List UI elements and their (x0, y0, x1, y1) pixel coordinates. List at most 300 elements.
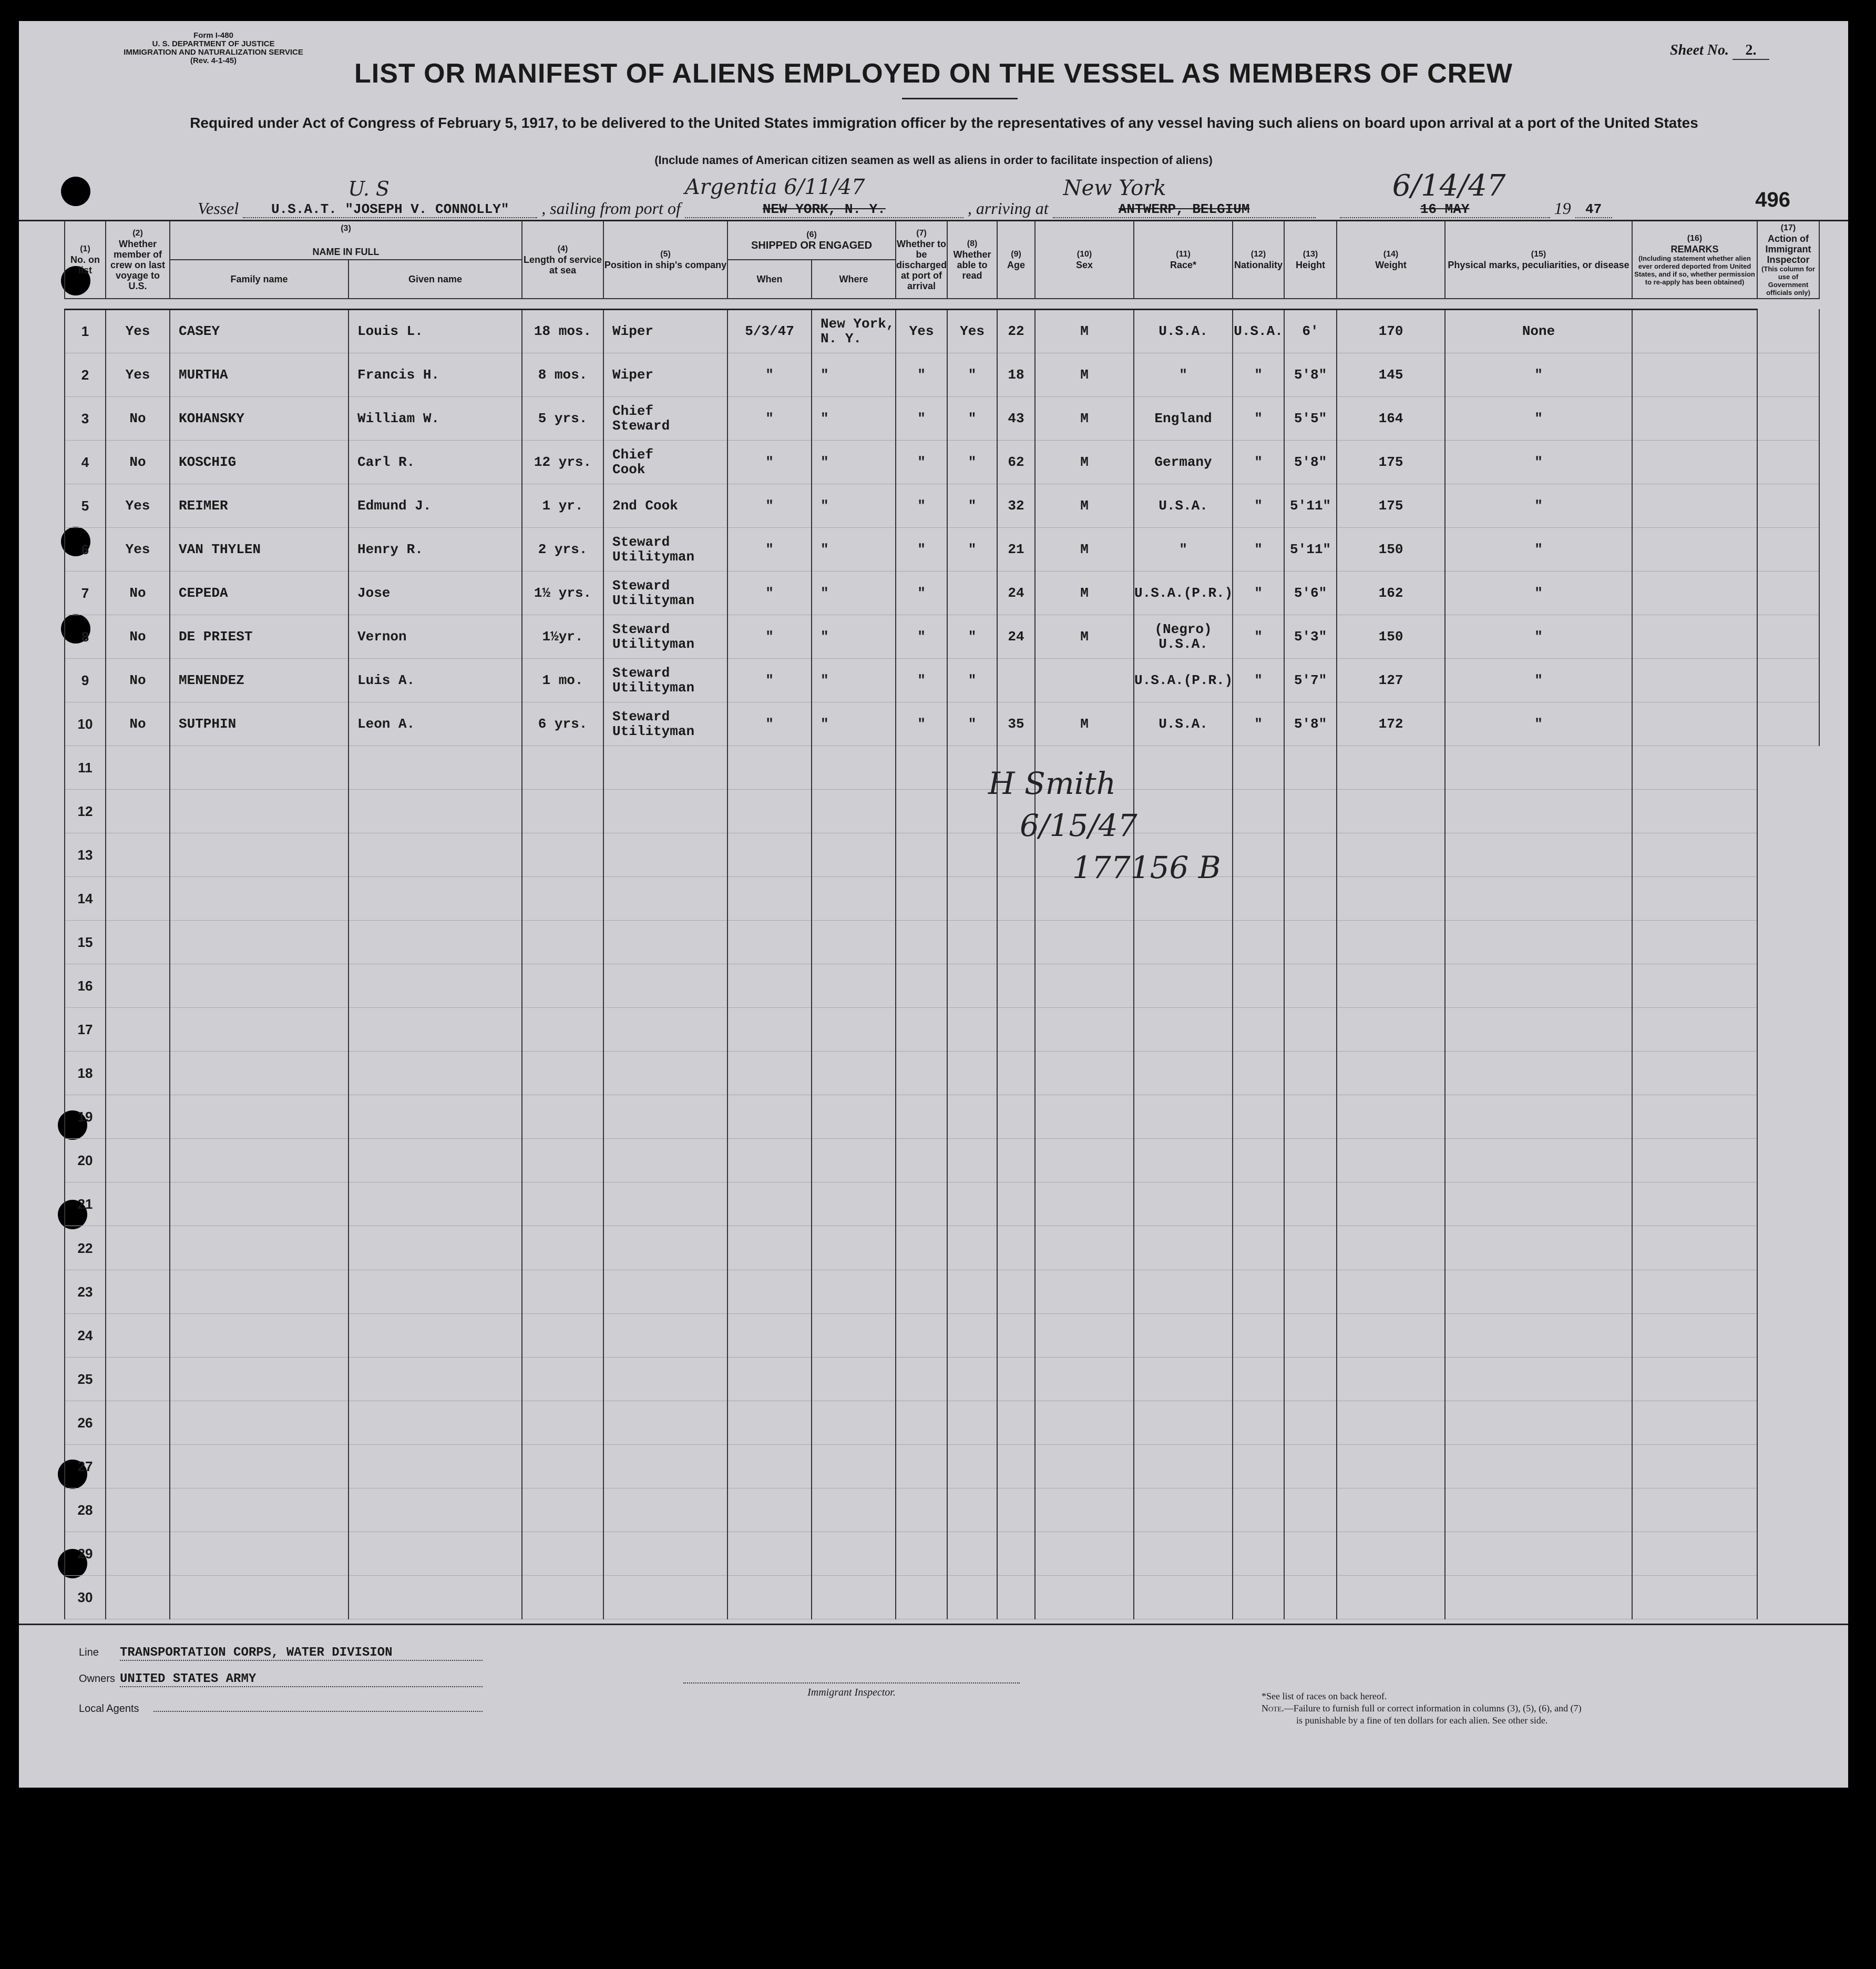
nationality-cell: " (1233, 484, 1284, 527)
empty-cell (1445, 1357, 1632, 1401)
empty-cell (896, 1444, 947, 1488)
family-name-cell: DE PRIEST (170, 615, 348, 658)
empty-row (65, 921, 1819, 964)
empty-cell (1035, 1575, 1134, 1619)
empty-cell (348, 746, 522, 789)
empty-cell (603, 746, 727, 789)
inspector-signature-block (683, 1682, 1020, 1699)
empty-cell (1445, 1008, 1632, 1052)
age-cell: 24 (997, 571, 1035, 615)
empty-cell (896, 921, 947, 964)
sex-cell: M (1035, 527, 1134, 571)
empty-cell (812, 877, 896, 921)
row-number: 7 (65, 571, 106, 615)
empty-cell (522, 833, 603, 877)
empty-cell (1337, 790, 1445, 833)
empty-cell (1035, 1095, 1134, 1139)
physical-marks-cell: " (1445, 615, 1632, 658)
empty-cell (1337, 1052, 1445, 1095)
statute-text: Required under Act of Congress of February 5, 1917, to be delivered to the United States immigration officer by the representatives of any vessel having such aliens on board upon arrival at a port of the United States (190, 115, 1698, 131)
title-underline (902, 98, 1018, 99)
remarks-cell (1632, 615, 1757, 658)
empty-cell (1445, 1532, 1632, 1575)
empty-cell (348, 1270, 522, 1313)
nationality-cell: " (1233, 571, 1284, 615)
empty-cell (1445, 1182, 1632, 1226)
position-cell (603, 353, 727, 396)
empty-cell (997, 1357, 1035, 1401)
col-discharge-header: (7) Whether to be discharged at port of arrival (896, 221, 947, 299)
race-cell (1134, 527, 1233, 571)
col-shipped-header: (6) SHIPPED OR ENGAGED (727, 221, 896, 260)
last-voyage-cell: No (106, 702, 170, 746)
empty-cell (348, 833, 522, 877)
empty-cell (603, 1052, 727, 1095)
row-number: 2 (65, 353, 106, 396)
empty-cell (348, 1139, 522, 1182)
row-number: 29 (65, 1532, 106, 1575)
empty-cell (727, 790, 812, 833)
family-name-cell: REIMER (170, 484, 348, 527)
empty-cell (1632, 1444, 1757, 1488)
empty-cell (727, 1095, 812, 1139)
empty-cell (947, 921, 997, 964)
position-cell-line1: Chief (612, 403, 654, 419)
inspector-action-cell (1757, 527, 1819, 571)
empty-cell (522, 1226, 603, 1270)
empty-cell (1337, 1095, 1445, 1139)
height-cell: 5'3" (1284, 615, 1337, 658)
empty-cell (106, 1532, 170, 1575)
age-cell (997, 658, 1035, 702)
empty-cell (170, 964, 348, 1008)
empty-cell (603, 1357, 727, 1401)
empty-cell (603, 790, 727, 833)
empty-cell (727, 1401, 812, 1444)
empty-cell (727, 877, 812, 921)
empty-cell (603, 1444, 727, 1488)
empty-cell (522, 1182, 603, 1226)
row-number: 22 (65, 1226, 106, 1270)
empty-cell (727, 1532, 812, 1575)
empty-cell (348, 1444, 522, 1488)
empty-cell (348, 1488, 522, 1532)
inspector-action-cell (1757, 702, 1819, 746)
remarks-cell (1632, 658, 1757, 702)
shipped-where-cell-line2: " (821, 716, 829, 732)
races-note: *See list of races on back hereof. (1262, 1691, 1387, 1701)
sex-cell: M (1035, 615, 1134, 658)
shipped-where-cell (812, 396, 896, 440)
family-name-cell: CASEY (170, 309, 348, 353)
discharge-cell: Yes (896, 309, 947, 353)
empty-cell (947, 1052, 997, 1095)
service-length-cell: 1½ yrs. (522, 571, 603, 615)
col-position-header: (5) Position in ship's company (603, 221, 727, 299)
empty-cell (997, 1532, 1035, 1575)
empty-cell (947, 1357, 997, 1401)
empty-cell (812, 746, 896, 789)
binder-hole (61, 177, 90, 206)
empty-cell (1632, 1182, 1757, 1226)
empty-cell (1337, 1270, 1445, 1313)
empty-cell (727, 1270, 812, 1313)
col-race-header: (11) Race* (1134, 221, 1233, 299)
sex-cell: M (1035, 440, 1134, 484)
empty-cell (106, 833, 170, 877)
empty-cell (1284, 1357, 1337, 1401)
last-voyage-cell: Yes (106, 527, 170, 571)
row-number: 27 (65, 1444, 106, 1488)
shipped-where-cell (812, 571, 896, 615)
vessel-name-field (243, 177, 537, 218)
empty-cell (997, 1095, 1035, 1139)
empty-cell (1284, 790, 1337, 833)
empty-cell (1233, 877, 1284, 921)
shipped-where-cell (812, 440, 896, 484)
empty-cell (947, 1401, 997, 1444)
race-cell (1134, 309, 1233, 353)
empty-cell (1134, 1575, 1233, 1619)
discharge-cell: " (896, 440, 947, 484)
crew-row (65, 527, 1819, 571)
empty-row (65, 1008, 1819, 1052)
empty-cell (1632, 1008, 1757, 1052)
empty-cell (1035, 964, 1134, 1008)
empty-cell (896, 833, 947, 877)
inspector-action-cell (1757, 571, 1819, 615)
position-cell-line2: Wiper (612, 323, 654, 340)
row-number: 5 (65, 484, 106, 527)
shipped-where-cell-line2: " (821, 585, 829, 601)
empty-cell (1284, 1008, 1337, 1052)
form-number: Form I-480 (193, 31, 233, 40)
empty-cell (348, 1052, 522, 1095)
empty-cell (603, 1008, 727, 1052)
nationality-cell: " (1233, 396, 1284, 440)
arrival-date-handwritten: 6/14/47 (1392, 169, 1506, 203)
empty-cell (1035, 1444, 1134, 1488)
physical-marks-cell: " (1445, 658, 1632, 702)
physical-marks-cell: None (1445, 309, 1632, 353)
empty-cell (1284, 1139, 1337, 1182)
empty-cell (997, 1226, 1035, 1270)
empty-cell (1035, 921, 1134, 964)
nationality-cell: " (1233, 615, 1284, 658)
empty-row (65, 833, 1819, 877)
empty-cell (522, 1270, 603, 1313)
race-cell-line2: " (1179, 366, 1187, 383)
shipped-when-cell: " (727, 353, 812, 396)
empty-cell (348, 1575, 522, 1619)
race-cell (1134, 658, 1233, 702)
empty-cell (997, 1488, 1035, 1532)
race-cell-line2: U.S.A. (1159, 636, 1208, 652)
empty-row (65, 964, 1819, 1008)
crew-row (65, 353, 1819, 396)
age-cell: 32 (997, 484, 1035, 527)
sheet-number: 2. (1733, 42, 1769, 60)
empty-cell (1445, 964, 1632, 1008)
row-number: 20 (65, 1139, 106, 1182)
position-cell (603, 615, 727, 658)
empty-cell (896, 1139, 947, 1182)
empty-cell (1134, 1182, 1233, 1226)
service-length-cell: 1 yr. (522, 484, 603, 527)
empty-cell (1337, 1226, 1445, 1270)
row-number: 3 (65, 396, 106, 440)
family-name-cell: CEPEDA (170, 571, 348, 615)
empty-cell (170, 1401, 348, 1444)
empty-cell (1233, 1095, 1284, 1139)
empty-cell (896, 1095, 947, 1139)
position-cell-line1: Chief (612, 446, 654, 463)
crew-manifest-table (64, 221, 1820, 1619)
year-prefix: 19 (1554, 199, 1571, 218)
empty-cell (1233, 1226, 1284, 1270)
race-cell-line1: (Negro) (1154, 621, 1212, 637)
inspector-action-cell (1757, 440, 1819, 484)
footer-notes (1262, 1690, 1766, 1727)
arriving-label: , arriving at (967, 199, 1049, 218)
row-number: 23 (65, 1270, 106, 1313)
empty-cell (1337, 1532, 1445, 1575)
crew-row (65, 396, 1819, 440)
row-number: 12 (65, 790, 106, 833)
discharge-cell: " (896, 353, 947, 396)
vessel-label: Vessel (198, 199, 239, 218)
empty-cell (727, 1313, 812, 1357)
local-agents-value (153, 1698, 483, 1712)
empty-cell (1284, 1052, 1337, 1095)
position-cell (603, 702, 727, 746)
nationality-cell: " (1233, 702, 1284, 746)
service-length-cell: 1½yr. (522, 615, 603, 658)
given-name-cell: Henry R. (348, 527, 522, 571)
shipped-where-cell-line2: " (821, 541, 829, 557)
empty-cell (727, 964, 812, 1008)
line-value: TRANSPORTATION CORPS, WATER DIVISION (120, 1646, 483, 1661)
sailing-label: , sailing from port of (541, 199, 681, 218)
race-cell-line2: U.S.A. (1159, 497, 1208, 514)
height-cell: 5'11" (1284, 484, 1337, 527)
empty-cell (997, 1575, 1035, 1619)
row-number: 30 (65, 1575, 106, 1619)
last-voyage-cell: No (106, 571, 170, 615)
empty-cell (727, 1226, 812, 1270)
empty-row (65, 1357, 1819, 1401)
weight-cell: 172 (1337, 702, 1445, 746)
shipped-when-cell: 5/3/47 (727, 309, 812, 353)
empty-cell (896, 1313, 947, 1357)
empty-cell (522, 1313, 603, 1357)
empty-cell (1445, 1052, 1632, 1095)
family-name-cell: MENENDEZ (170, 658, 348, 702)
row-number: 14 (65, 877, 106, 921)
empty-cell (1632, 877, 1757, 921)
race-cell (1134, 702, 1233, 746)
empty-cell (896, 1008, 947, 1052)
instruction-text: (Include names of American citizen seamen as well as aliens in order to facilitate inspection of aliens) (654, 154, 1213, 167)
empty-cell (1233, 1270, 1284, 1313)
empty-cell (106, 1270, 170, 1313)
shipped-where-cell-line2: " (821, 410, 829, 426)
race-cell (1134, 615, 1233, 658)
able-to-read-cell: " (947, 658, 997, 702)
empty-cell (1632, 790, 1757, 833)
empty-cell (896, 964, 947, 1008)
form-revision: (Rev. 4-1-45) (190, 56, 237, 65)
empty-cell (896, 1401, 947, 1444)
able-to-read-cell: Yes (947, 309, 997, 353)
empty-cell (170, 1008, 348, 1052)
empty-cell (1337, 1139, 1445, 1182)
race-cell-line2: England (1154, 410, 1212, 426)
empty-cell (522, 746, 603, 789)
empty-cell (1337, 1008, 1445, 1052)
physical-marks-cell: " (1445, 571, 1632, 615)
empty-cell (603, 1401, 727, 1444)
empty-cell (106, 964, 170, 1008)
age-cell: 43 (997, 396, 1035, 440)
able-to-read-cell: " (947, 615, 997, 658)
empty-cell (947, 1008, 997, 1052)
empty-cell (1284, 964, 1337, 1008)
empty-cell (1337, 1313, 1445, 1357)
empty-cell (812, 1008, 896, 1052)
empty-cell (1134, 1008, 1233, 1052)
empty-cell (170, 833, 348, 877)
empty-cell (348, 1226, 522, 1270)
able-to-read-cell: " (947, 396, 997, 440)
empty-cell (812, 1270, 896, 1313)
empty-cell (106, 1401, 170, 1444)
empty-cell (1337, 746, 1445, 789)
empty-cell (1337, 1575, 1445, 1619)
shipped-where-cell (812, 658, 896, 702)
empty-cell (1134, 1401, 1233, 1444)
weight-cell: 170 (1337, 309, 1445, 353)
last-voyage-cell: No (106, 658, 170, 702)
empty-cell (1337, 964, 1445, 1008)
weight-cell: 164 (1337, 396, 1445, 440)
last-voyage-cell: Yes (106, 484, 170, 527)
empty-cell (170, 877, 348, 921)
physical-marks-cell: " (1445, 440, 1632, 484)
empty-cell (1445, 1226, 1632, 1270)
empty-cell (947, 1182, 997, 1226)
empty-cell (1134, 1532, 1233, 1575)
empty-row (65, 1575, 1819, 1619)
inspector-label: Immigrant Inspector. (807, 1687, 896, 1698)
sex-cell: M (1035, 702, 1134, 746)
empty-cell (106, 790, 170, 833)
shipped-when-cell: " (727, 440, 812, 484)
empty-cell (812, 1357, 896, 1401)
able-to-read-cell: " (947, 484, 997, 527)
empty-cell (997, 1270, 1035, 1313)
empty-cell (106, 1095, 170, 1139)
empty-cell (522, 1532, 603, 1575)
height-cell: 5'8" (1284, 440, 1337, 484)
empty-cell (1233, 1401, 1284, 1444)
empty-cell (896, 1488, 947, 1532)
vessel-handwritten-correction: U. S (348, 177, 389, 200)
empty-cell (522, 790, 603, 833)
physical-marks-cell: " (1445, 396, 1632, 440)
empty-cell (348, 1095, 522, 1139)
given-name-cell: Vernon (348, 615, 522, 658)
empty-cell (896, 877, 947, 921)
race-cell (1134, 484, 1233, 527)
col-weight-header: (14) Weight (1337, 221, 1445, 299)
empty-cell (348, 877, 522, 921)
row-number: 8 (65, 615, 106, 658)
empty-cell (997, 1313, 1035, 1357)
empty-row (65, 1182, 1819, 1226)
weight-cell: 145 (1337, 353, 1445, 396)
row-number: 6 (65, 527, 106, 571)
last-voyage-cell: No (106, 440, 170, 484)
empty-cell (727, 833, 812, 877)
empty-cell (522, 1008, 603, 1052)
empty-cell (1035, 1313, 1134, 1357)
empty-cell (1337, 1357, 1445, 1401)
empty-cell (896, 1052, 947, 1095)
position-cell-line1: Steward (612, 665, 670, 681)
position-cell-line2: Wiper (612, 366, 654, 383)
remarks-cell (1632, 484, 1757, 527)
empty-cell (1632, 1488, 1757, 1532)
last-voyage-cell: No (106, 396, 170, 440)
empty-cell (348, 1357, 522, 1401)
position-cell (603, 658, 727, 702)
sex-cell: M (1035, 396, 1134, 440)
empty-cell (1284, 746, 1337, 789)
empty-cell (170, 790, 348, 833)
empty-cell (522, 1575, 603, 1619)
empty-cell (1233, 1052, 1284, 1095)
empty-cell (997, 964, 1035, 1008)
position-cell-line2: Utilityman (612, 679, 695, 696)
remarks-cell (1632, 702, 1757, 746)
service-length-cell: 18 mos. (522, 309, 603, 353)
age-cell: 22 (997, 309, 1035, 353)
empty-cell (522, 1488, 603, 1532)
empty-row (65, 1313, 1819, 1357)
service-name: IMMIGRATION AND NATURALIZATION SERVICE (124, 48, 303, 57)
col-service-header: (4) Length of service at sea (522, 221, 603, 299)
empty-cell (812, 921, 896, 964)
family-name-cell: MURTHA (170, 353, 348, 396)
nationality-cell: U.S.A. (1233, 309, 1284, 353)
empty-cell (522, 877, 603, 921)
empty-cell (727, 921, 812, 964)
race-cell-line2: Germany (1154, 454, 1212, 470)
nationality-cell: " (1233, 658, 1284, 702)
col-no-header: (1) No. on list (65, 221, 106, 299)
empty-cell (896, 1532, 947, 1575)
position-cell-line2: 2nd Cook (612, 497, 678, 514)
row-number: 26 (65, 1401, 106, 1444)
empty-cell (1632, 1357, 1757, 1401)
physical-marks-cell: " (1445, 702, 1632, 746)
col-height-header: (13) Height (1284, 221, 1337, 299)
col-read-header: (8) Whether able to read (947, 221, 997, 299)
physical-marks-cell: " (1445, 353, 1632, 396)
empty-cell (170, 746, 348, 789)
weight-cell: 150 (1337, 615, 1445, 658)
